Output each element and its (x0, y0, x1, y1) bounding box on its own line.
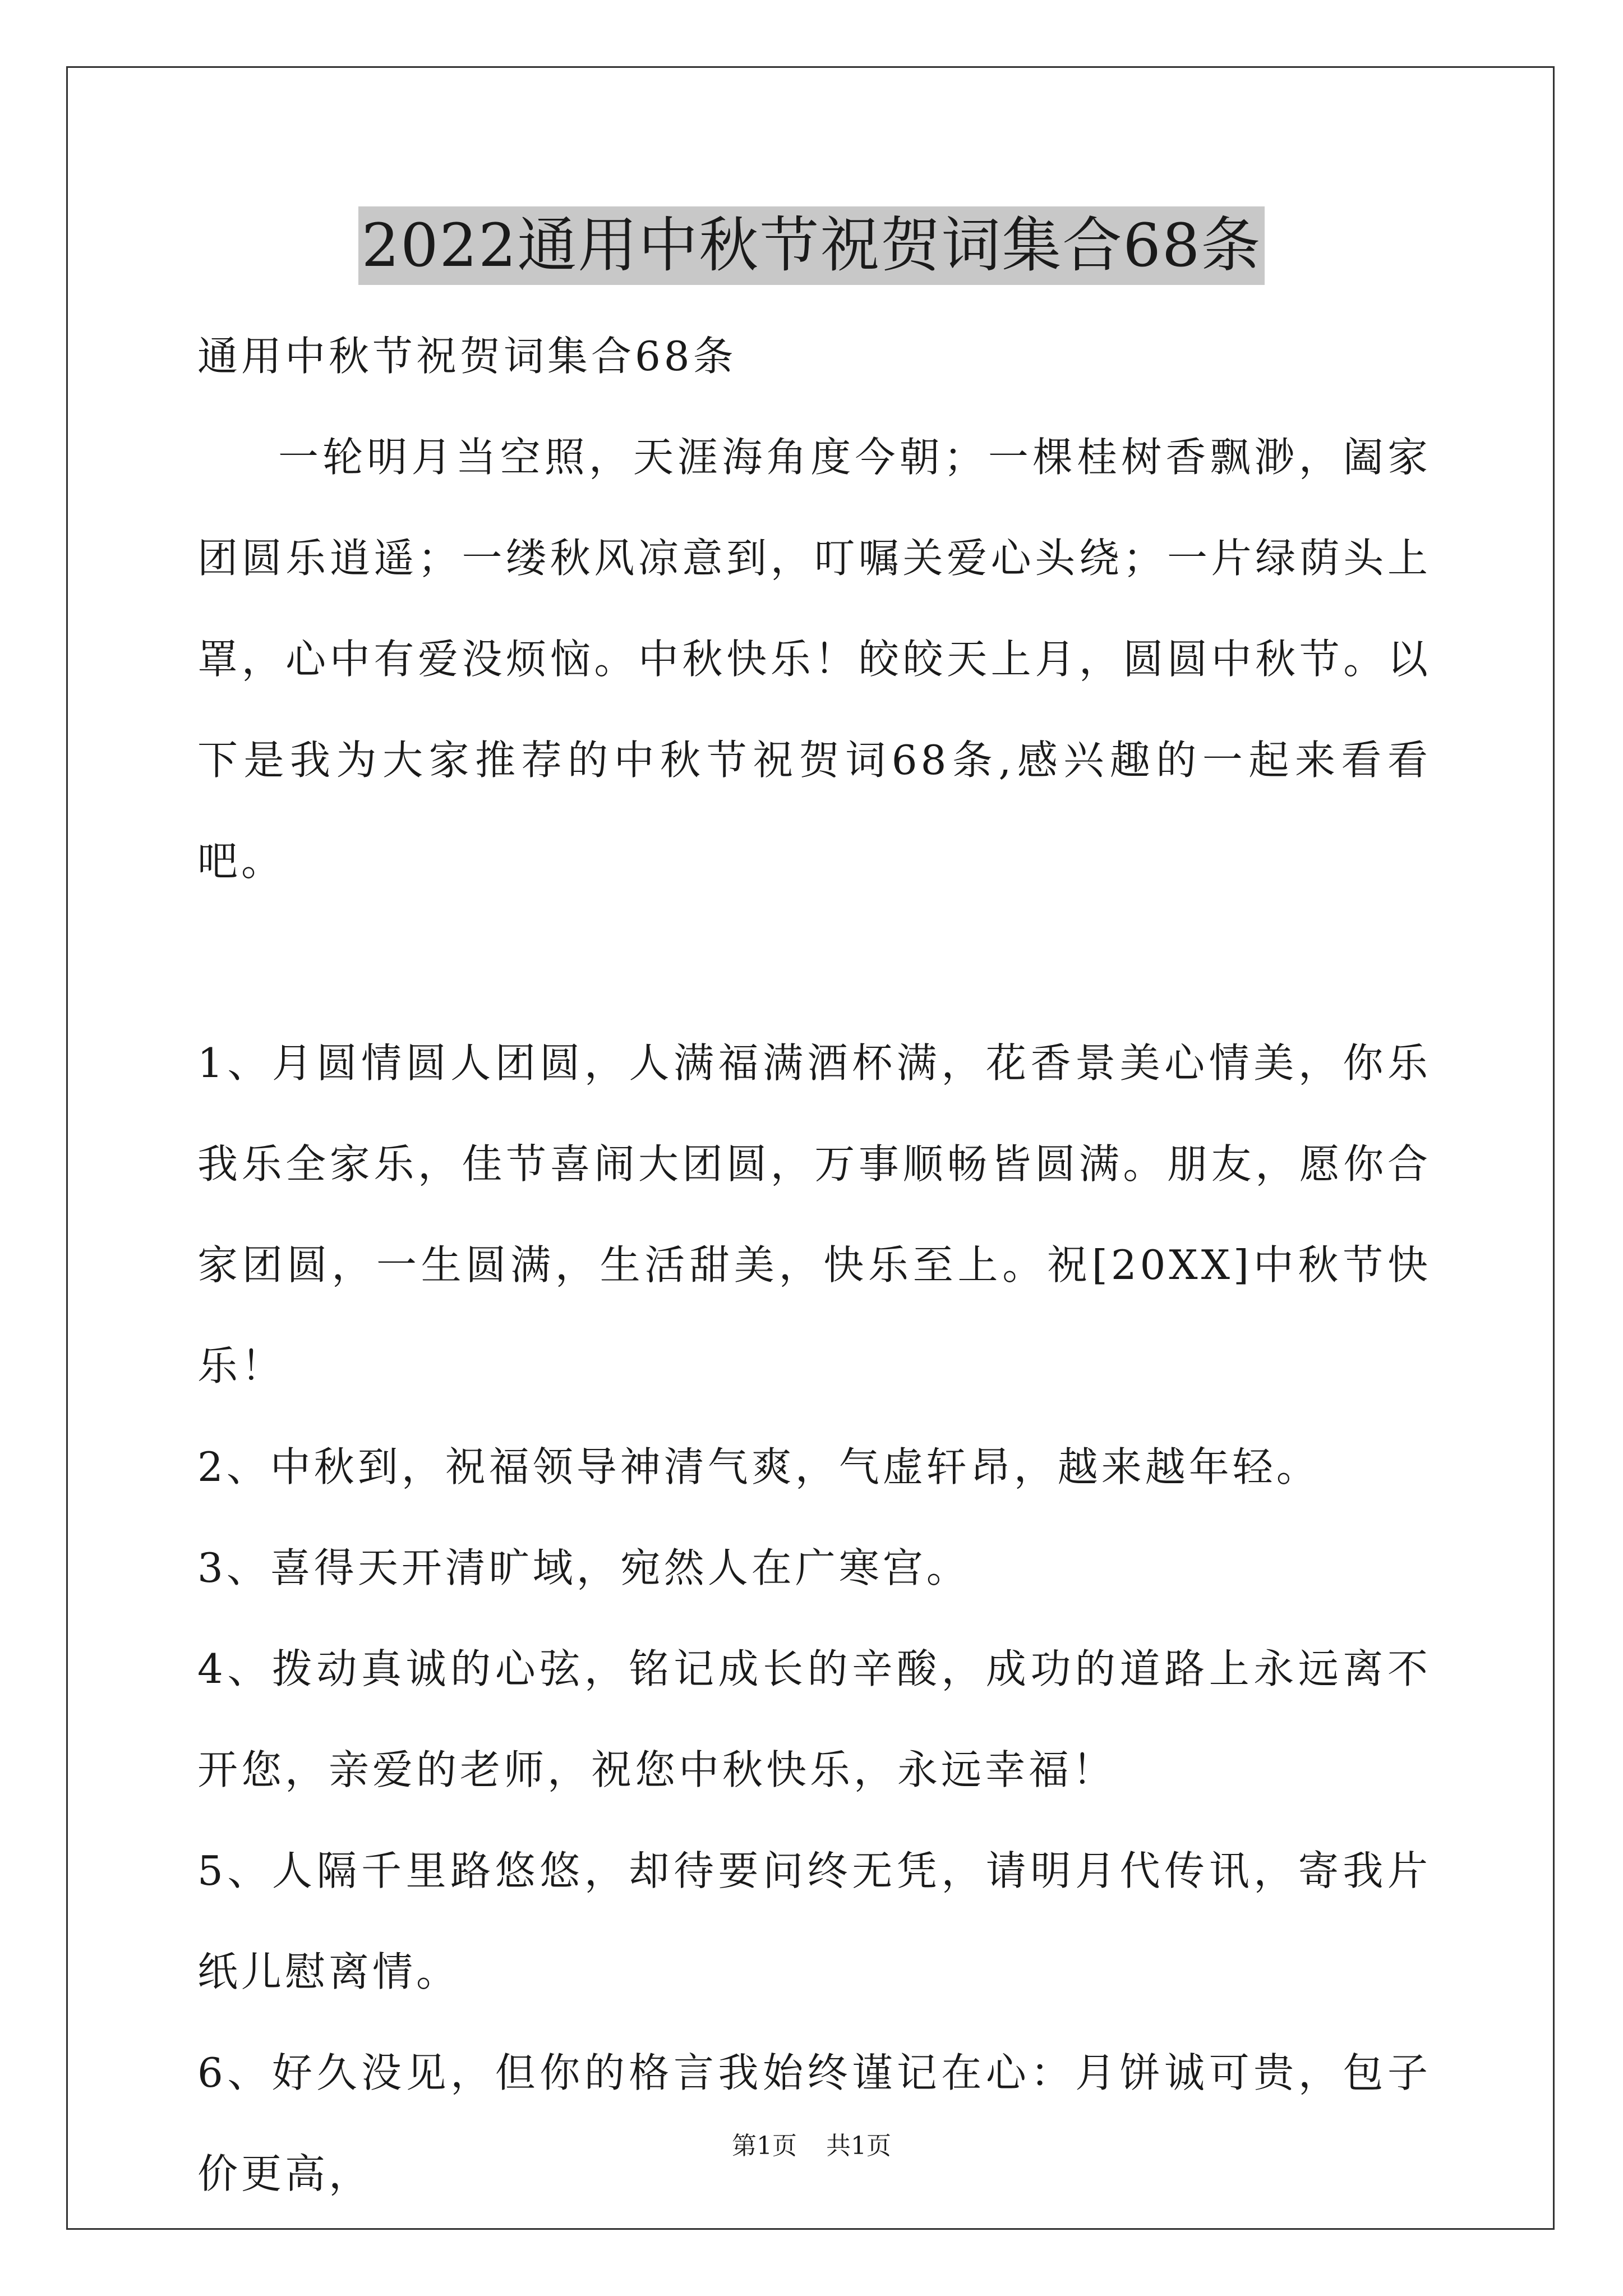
title-container (0, 206, 1623, 285)
greeting-item-1: 1、月圆情圆人团圆，人满福满酒杯满，花香景美心情美，你乐我乐全家乐，佳节喜闹大团圆，万事顺畅皆圆满。朋友，愿你合家团圆，一生圆满，生活甜美，快乐至上。祝[20XX]中秋节快乐！ (197, 1039, 1431, 1389)
greeting-item-4: 4、拨动真诚的心弦，铭记成长的辛酸，成功的道路上永远离不开您，亲爱的老师，祝您中秋快乐，永远幸福！ (197, 1645, 1431, 1793)
intro-paragraph: 一轮明月当空照，天涯海角度今朝；一棵桂树香飘渺，阖家团圆乐逍遥；一缕秋风凉意到，叮嘱关爱心头绕；一片绿荫头上罩，心中有爱没烦恼。中秋快乐！皎皎天上月，圆圆中秋节。以下是我为大家推荐的中秋节祝贺词68条,感兴趣的一起来看看吧。 (197, 434, 1431, 885)
page-footer (0, 2129, 1623, 2163)
page-number: 第1页 (732, 2132, 797, 2160)
greeting-item-2: 2、中秋到，祝福领导神清气爽，气虚轩昂，越来越年轻。 (197, 1443, 1320, 1490)
greeting-item-6: 6、好久没见，但你的格言我始终谨记在心：月饼诚可贵，包子价更高， (197, 2049, 1431, 2197)
greeting-item-5: 5、人隔千里路悠悠，却待要问终无凭，请明月代传讯，寄我片纸儿慰离情。 (197, 1847, 1431, 1995)
document-subtitle: 通用中秋节祝贺词集合68条 (197, 333, 737, 380)
document-body (197, 306, 1431, 2224)
greeting-item-3: 3、喜得天开清旷域，宛然人在广寒宫。 (197, 1544, 970, 1591)
document-title: 2022通用中秋节祝贺词集合68条 (358, 206, 1265, 285)
paragraph-spacer (197, 912, 1431, 1013)
page-total: 共1页 (826, 2132, 891, 2160)
